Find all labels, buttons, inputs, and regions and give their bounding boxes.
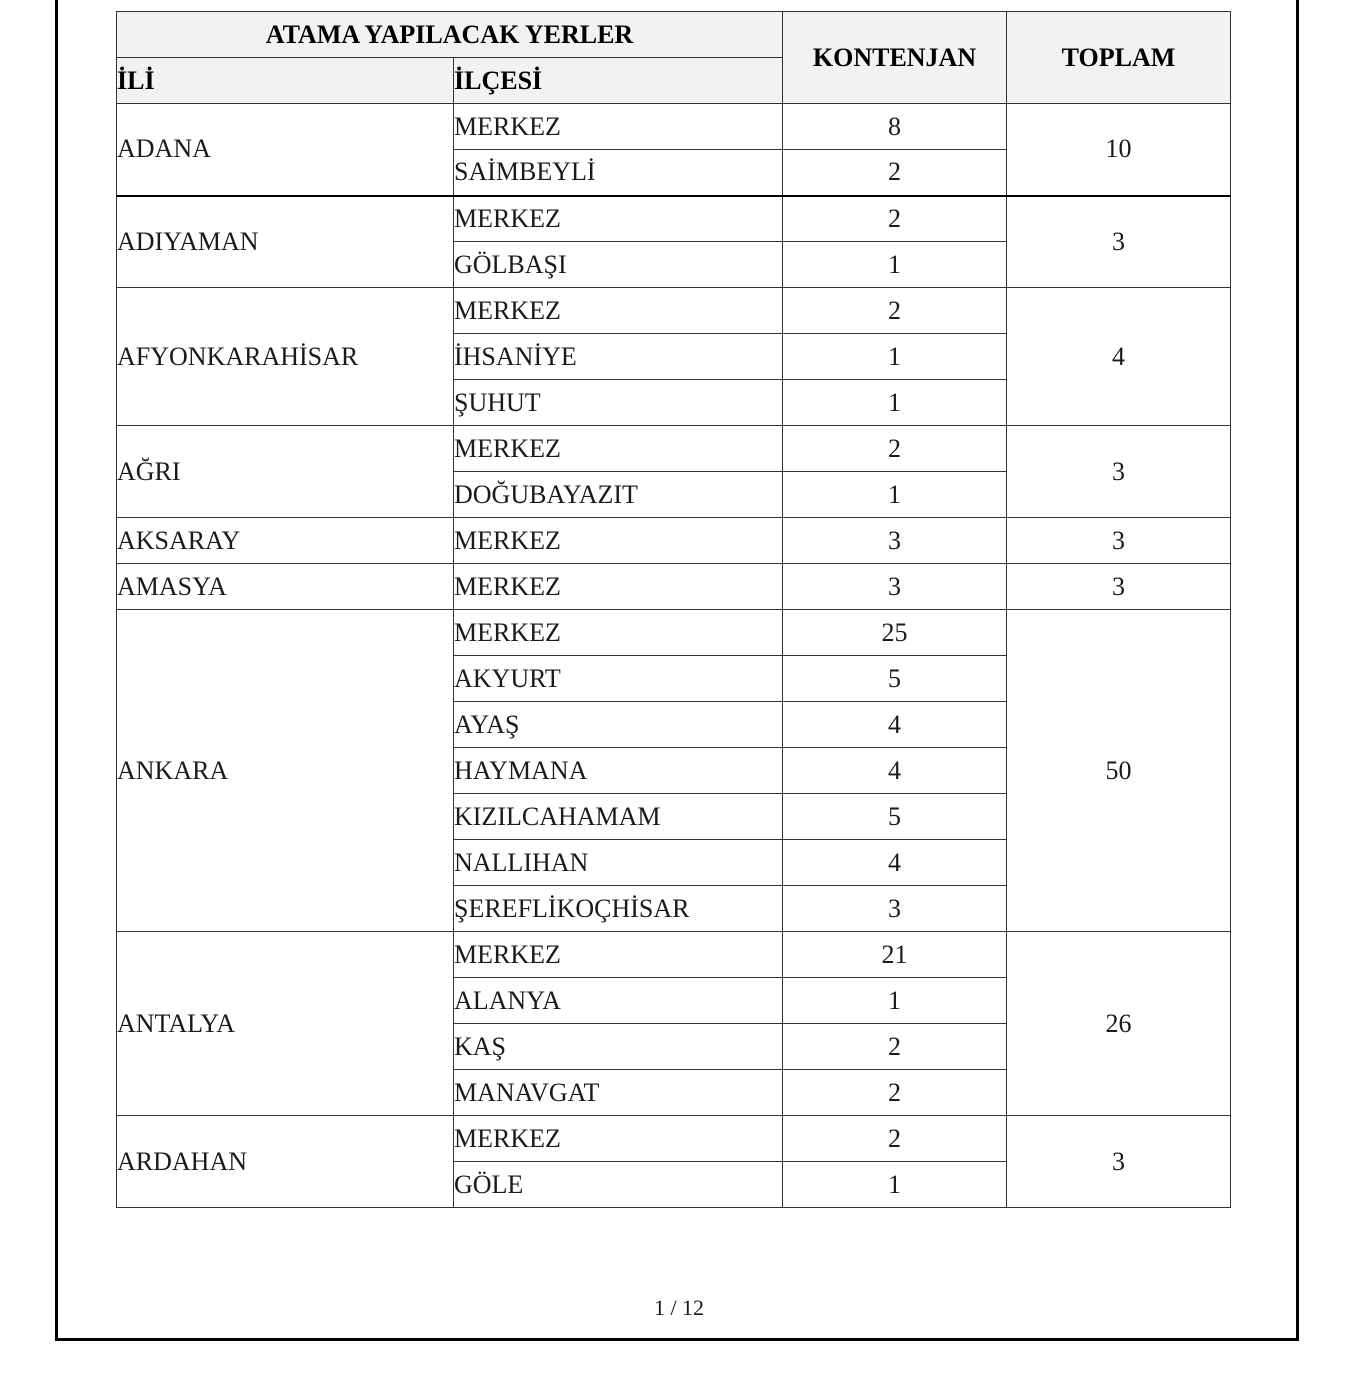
table-row bbox=[117, 518, 1231, 564]
district-cell: KAŞ bbox=[454, 1024, 783, 1070]
quota-cell: 2 bbox=[783, 150, 1007, 196]
district-cell: MERKEZ bbox=[454, 564, 783, 610]
header-assignment-places: ATAMA YAPILACAK YERLER bbox=[117, 12, 783, 58]
district-cell: MERKEZ bbox=[454, 196, 783, 242]
district-cell: MERKEZ bbox=[454, 104, 783, 150]
district-cell: DOĞUBAYAZIT bbox=[454, 472, 783, 518]
province-cell: AMASYA bbox=[117, 564, 454, 610]
province-cell: AĞRI bbox=[117, 426, 454, 518]
total-cell: 50 bbox=[1007, 610, 1231, 932]
district-cell: MERKEZ bbox=[454, 1116, 783, 1162]
province-cell: AKSARAY bbox=[117, 518, 454, 564]
quota-cell: 1 bbox=[783, 472, 1007, 518]
district-cell: GÖLBAŞI bbox=[454, 242, 783, 288]
district-cell: ALANYA bbox=[454, 978, 783, 1024]
table-row bbox=[117, 288, 1231, 334]
quota-cell: 2 bbox=[783, 196, 1007, 242]
district-cell: ŞUHUT bbox=[454, 380, 783, 426]
province-cell: ANTALYA bbox=[117, 932, 454, 1116]
district-cell: MERKEZ bbox=[454, 518, 783, 564]
quota-cell: 1 bbox=[783, 380, 1007, 426]
quota-cell: 1 bbox=[783, 242, 1007, 288]
table-row bbox=[117, 932, 1231, 978]
district-cell: GÖLE bbox=[454, 1162, 783, 1208]
total-cell: 26 bbox=[1007, 932, 1231, 1116]
quota-cell: 2 bbox=[783, 1116, 1007, 1162]
province-cell: ARDAHAN bbox=[117, 1116, 454, 1208]
province-cell: ADIYAMAN bbox=[117, 196, 454, 288]
quota-cell: 3 bbox=[783, 564, 1007, 610]
table-row bbox=[117, 104, 1231, 150]
total-cell: 3 bbox=[1007, 426, 1231, 518]
district-cell: HAYMANA bbox=[454, 748, 783, 794]
quota-cell: 4 bbox=[783, 748, 1007, 794]
district-cell: KIZILCAHAMAM bbox=[454, 794, 783, 840]
table-row bbox=[117, 196, 1231, 242]
header-province: İLİ bbox=[117, 58, 454, 104]
district-cell: AKYURT bbox=[454, 656, 783, 702]
quota-cell: 2 bbox=[783, 1024, 1007, 1070]
district-cell: MANAVGAT bbox=[454, 1070, 783, 1116]
table-row bbox=[117, 610, 1231, 656]
quota-cell: 3 bbox=[783, 518, 1007, 564]
quota-cell: 2 bbox=[783, 426, 1007, 472]
table-row bbox=[117, 426, 1231, 472]
table-row bbox=[117, 564, 1231, 610]
district-cell: İHSANİYE bbox=[454, 334, 783, 380]
quota-cell: 5 bbox=[783, 656, 1007, 702]
quota-cell: 8 bbox=[783, 104, 1007, 150]
quota-cell: 3 bbox=[783, 886, 1007, 932]
quota-cell: 1 bbox=[783, 978, 1007, 1024]
district-cell: SAİMBEYLİ bbox=[454, 150, 783, 196]
total-cell: 3 bbox=[1007, 1116, 1231, 1208]
quota-table bbox=[116, 11, 1231, 1208]
province-cell: ANKARA bbox=[117, 610, 454, 932]
page-number: 1 / 12 bbox=[653, 1295, 705, 1320]
quota-cell: 1 bbox=[783, 1162, 1007, 1208]
quota-cell: 4 bbox=[783, 840, 1007, 886]
district-cell: AYAŞ bbox=[454, 702, 783, 748]
header-district: İLÇESİ bbox=[454, 58, 783, 104]
district-cell: MERKEZ bbox=[454, 932, 783, 978]
district-cell: MERKEZ bbox=[454, 610, 783, 656]
total-cell: 3 bbox=[1007, 518, 1231, 564]
total-cell: 3 bbox=[1007, 564, 1231, 610]
quota-cell: 4 bbox=[783, 702, 1007, 748]
province-cell: ADANA bbox=[117, 104, 454, 196]
district-cell: NALLIHAN bbox=[454, 840, 783, 886]
quota-cell: 21 bbox=[783, 932, 1007, 978]
quota-cell: 5 bbox=[783, 794, 1007, 840]
quota-cell: 2 bbox=[783, 288, 1007, 334]
quota-cell: 2 bbox=[783, 1070, 1007, 1116]
province-cell: AFYONKARAHİSAR bbox=[117, 288, 454, 426]
district-cell: MERKEZ bbox=[454, 288, 783, 334]
quota-cell: 25 bbox=[783, 610, 1007, 656]
header-total: TOPLAM bbox=[1007, 12, 1231, 104]
header-row bbox=[117, 12, 1231, 58]
header-quota: KONTENJAN bbox=[783, 12, 1007, 104]
total-cell: 10 bbox=[1007, 104, 1231, 196]
district-cell: MERKEZ bbox=[454, 426, 783, 472]
total-cell: 4 bbox=[1007, 288, 1231, 426]
table-row bbox=[117, 1116, 1231, 1162]
total-cell: 3 bbox=[1007, 196, 1231, 288]
district-cell: ŞEREFLİKOÇHİSAR bbox=[454, 886, 783, 932]
quota-cell: 1 bbox=[783, 334, 1007, 380]
